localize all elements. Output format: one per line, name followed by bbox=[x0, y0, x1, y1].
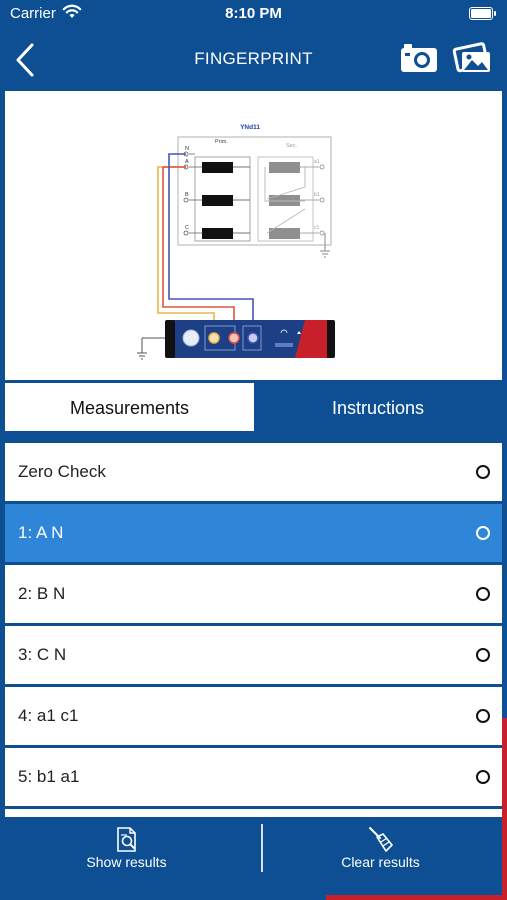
list-item-label: Zero Check bbox=[18, 462, 106, 481]
navigation-bar bbox=[0, 28, 507, 90]
list-item-5-b1-a1[interactable] bbox=[5, 748, 502, 806]
list-item-zero-check[interactable] bbox=[5, 443, 502, 501]
broom-icon bbox=[366, 825, 396, 855]
wiring-diagram bbox=[5, 91, 502, 380]
secondary-winding-1 bbox=[269, 162, 300, 173]
terminal-label-b1: b1 bbox=[314, 192, 320, 198]
status-circle-icon bbox=[476, 526, 490, 540]
measurement-list bbox=[5, 433, 502, 817]
document-search-icon bbox=[112, 825, 142, 855]
primary-winding-b bbox=[202, 195, 233, 206]
list-item-4-a1-c1[interactable] bbox=[5, 687, 502, 745]
test-device bbox=[165, 320, 335, 358]
secondary-winding-3 bbox=[269, 228, 300, 239]
bottom-toolbar bbox=[0, 817, 507, 900]
list-item-label: 2: B N bbox=[18, 584, 66, 603]
page-title: FINGERPRINT bbox=[194, 49, 313, 68]
list-item-label: 4: a1 c1 bbox=[18, 706, 79, 725]
list-item-label: 3: C N bbox=[18, 645, 67, 664]
status-circle-icon bbox=[476, 587, 490, 601]
primary-winding-a bbox=[202, 162, 233, 173]
primary-winding-c bbox=[202, 228, 233, 239]
image-gallery-icon[interactable] bbox=[452, 40, 492, 76]
list-item-1-a-n[interactable] bbox=[5, 504, 502, 562]
red-accent-bar bbox=[502, 718, 507, 900]
list-item-label: 5: b1 a1 bbox=[18, 767, 80, 786]
list-item-partial bbox=[5, 809, 502, 817]
prim-label: Prim. bbox=[215, 139, 228, 145]
sec-label: Sec. bbox=[286, 143, 298, 149]
red-accent-bottom bbox=[326, 895, 507, 900]
clear-results-button[interactable] bbox=[254, 817, 507, 900]
clear-results-label: Clear results bbox=[341, 854, 420, 870]
vector-group-label: YNd11 bbox=[240, 124, 260, 131]
clock: 8:10 PM bbox=[225, 5, 282, 22]
terminal-label-a: A bbox=[185, 159, 189, 165]
show-results-button[interactable] bbox=[0, 817, 253, 900]
terminal-label-c1: c1 bbox=[314, 225, 320, 231]
status-circle-icon bbox=[476, 648, 490, 662]
terminal-label-b: B bbox=[185, 192, 189, 198]
red-lead bbox=[163, 167, 234, 336]
show-results-label: Show results bbox=[86, 854, 167, 870]
tab-instructions[interactable]: Instructions bbox=[254, 383, 502, 431]
terminal-label-c: C bbox=[185, 225, 189, 231]
terminal-label-n: N bbox=[185, 146, 189, 152]
camera-icon[interactable] bbox=[400, 42, 438, 74]
battery-icon bbox=[469, 7, 493, 20]
list-item-label: 1: A N bbox=[18, 523, 64, 542]
status-circle-icon bbox=[476, 709, 490, 723]
carrier-label: Carrier bbox=[10, 5, 56, 22]
status-circle-icon bbox=[476, 770, 490, 784]
segmented-tabs bbox=[5, 383, 502, 431]
status-circle-icon bbox=[476, 465, 490, 479]
status-bar bbox=[0, 0, 507, 28]
terminal-label-a1: a1 bbox=[314, 159, 320, 165]
tab-measurements[interactable]: Measurements bbox=[5, 383, 254, 431]
list-item-2-b-n[interactable] bbox=[5, 565, 502, 623]
list-item-3-c-n[interactable] bbox=[5, 626, 502, 684]
